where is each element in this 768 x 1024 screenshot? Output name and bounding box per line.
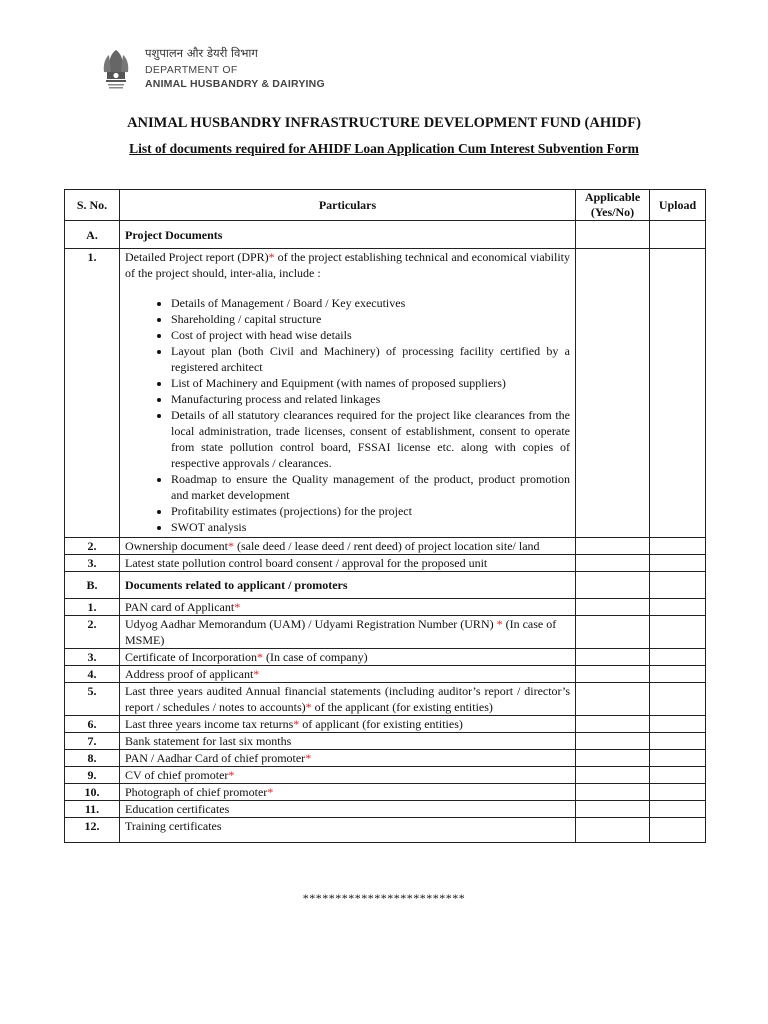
applicable-cell[interactable]	[576, 649, 650, 666]
mandatory-star: *	[305, 700, 312, 714]
particulars-text: Detailed Project report (DPR)	[125, 250, 269, 264]
column-header-sno: S. No.	[65, 190, 120, 221]
applicable-cell[interactable]	[576, 599, 650, 616]
list-item: • Details of Management / Board / Key executives	[171, 295, 570, 311]
applicable-cell[interactable]	[576, 555, 650, 572]
document-title: ANIMAL HUSBANDRY INFRASTRUCTURE DEVELOPMENT FUND (AHIDF)	[127, 115, 641, 131]
row-sno: 2.	[65, 538, 120, 555]
dpr-bullet-list	[125, 295, 570, 535]
applicable-cell[interactable]	[576, 801, 650, 818]
mandatory-star: *	[305, 751, 312, 765]
list-item: • Layout plan (both Civil and Machinery) of processing facility certified by a registered architect	[171, 343, 570, 375]
column-header-applicable	[576, 190, 650, 221]
row-sno: 1.	[65, 249, 120, 538]
row-particulars	[120, 767, 576, 784]
mandatory-star: *	[234, 600, 241, 614]
applicable-line1: Applicable	[584, 190, 641, 204]
table-row	[65, 818, 706, 843]
row-particulars: Education certificates	[120, 801, 576, 818]
row-sno: 4.	[65, 666, 120, 683]
list-item: • Cost of project with head wise details	[171, 327, 570, 343]
applicable-line2: (Yes/No)	[590, 205, 635, 219]
row-sno: A.	[65, 221, 120, 249]
table-row	[65, 784, 706, 801]
particulars-text: (sale deed / lease deed / rent deed) of project location site/ land	[233, 539, 540, 553]
row-sno: 12.	[65, 818, 120, 843]
row-particulars	[120, 666, 576, 683]
applicable-cell[interactable]	[576, 784, 650, 801]
particulars-text: (In case of MSME)	[125, 617, 557, 647]
mandatory-star: *	[253, 667, 260, 681]
row-sno: 1.	[65, 599, 120, 616]
particulars-text: Ownership document	[125, 539, 228, 553]
mandatory-star: *	[268, 250, 275, 264]
particulars-text: Last three years audited Annual financial statements (including auditor’s report / director’s report / schedules / notes to accounts)	[125, 684, 570, 714]
row-particulars	[120, 683, 576, 716]
applicable-cell[interactable]	[576, 616, 650, 649]
table-row	[65, 616, 706, 649]
upload-cell[interactable]	[650, 221, 706, 249]
row-particulars	[120, 649, 576, 666]
mandatory-star: *	[267, 785, 274, 799]
mandatory-star: *	[228, 768, 235, 782]
upload-cell[interactable]	[650, 649, 706, 666]
upload-cell[interactable]	[650, 784, 706, 801]
mandatory-star: *	[496, 617, 503, 631]
row-particulars: Bank statement for last six months	[120, 733, 576, 750]
list-item: • Manufacturing process and related linkages	[171, 391, 570, 407]
row-particulars	[120, 599, 576, 616]
applicable-cell[interactable]	[576, 750, 650, 767]
upload-cell[interactable]	[650, 599, 706, 616]
mandatory-star: *	[293, 717, 300, 731]
table-row	[65, 538, 706, 555]
upload-cell[interactable]	[650, 818, 706, 843]
particulars-text: PAN / Aadhar Card of chief promoter	[125, 751, 306, 765]
row-sno: 8.	[65, 750, 120, 767]
list-item: • Details of all statutory clearances required for the project like clearances from the local administration, trade licenses, consent of establishment, consent to operate from state pollution control board, FSSAI license etc. along with copies of respective approvals / clearances.	[171, 407, 570, 471]
row-sno: 11.	[65, 801, 120, 818]
particulars-text: of the project establishing technical and economical viability of the project should, inter-alia, include :	[125, 250, 570, 280]
mandatory-star: *	[256, 650, 263, 664]
particulars-text: CV of chief promoter	[125, 768, 229, 782]
mandatory-star: *	[227, 539, 234, 553]
table-row	[65, 767, 706, 784]
particulars-text: (In case of company)	[262, 650, 368, 664]
particulars-text: Certificate of Incorporation	[125, 650, 257, 664]
upload-cell[interactable]	[650, 801, 706, 818]
row-particulars	[120, 249, 576, 538]
upload-cell[interactable]	[650, 555, 706, 572]
applicable-cell[interactable]	[576, 572, 650, 599]
row-particulars	[120, 750, 576, 767]
department-header	[98, 44, 358, 94]
row-particulars	[120, 784, 576, 801]
table-row	[65, 733, 706, 750]
list-item: • Profitability estimates (projections) for the project	[171, 503, 570, 519]
department-name-hindi: पशुपालन और डेयरी विभाग	[145, 46, 258, 60]
list-item: • Roadmap to ensure the Quality management of the product, product promotion and market development	[171, 471, 570, 503]
table-row	[65, 750, 706, 767]
section-row	[65, 572, 706, 599]
table-row	[65, 249, 706, 538]
table-row	[65, 599, 706, 616]
department-name-line1: DEPARTMENT OF	[145, 64, 238, 76]
table-row	[65, 555, 706, 572]
row-particulars: Latest state pollution control board consent / approval for the proposed unit	[120, 555, 576, 572]
row-sno: 3.	[65, 649, 120, 666]
ashoka-emblem-icon	[98, 46, 134, 92]
row-sno: 9.	[65, 767, 120, 784]
row-particulars: Training certificates	[120, 818, 576, 843]
upload-cell[interactable]	[650, 572, 706, 599]
particulars-text: of applicant (for existing entities)	[299, 717, 463, 731]
upload-cell[interactable]	[650, 733, 706, 750]
documents-table	[64, 189, 706, 843]
section-title: Project Documents	[120, 221, 576, 249]
table-row	[65, 666, 706, 683]
applicable-cell[interactable]	[576, 818, 650, 843]
upload-cell[interactable]	[650, 683, 706, 716]
applicable-cell[interactable]	[576, 249, 650, 538]
table-row	[65, 683, 706, 716]
applicable-cell[interactable]	[576, 666, 650, 683]
applicable-cell[interactable]	[576, 733, 650, 750]
column-header-particulars: Particulars	[120, 190, 576, 221]
applicable-cell[interactable]	[576, 538, 650, 555]
row-sno: 5.	[65, 683, 120, 716]
particulars-text: of the applicant (for existing entities)	[311, 700, 493, 714]
particulars-text: Address proof of applicant	[125, 667, 254, 681]
applicable-cell[interactable]	[576, 767, 650, 784]
row-sno: B.	[65, 572, 120, 599]
row-sno: 10.	[65, 784, 120, 801]
department-name-line2: ANIMAL HUSBANDRY & DAIRYING	[145, 78, 325, 90]
applicable-cell[interactable]	[576, 683, 650, 716]
upload-cell[interactable]	[650, 616, 706, 649]
upload-cell[interactable]	[650, 750, 706, 767]
table-header-row	[65, 190, 706, 221]
particulars-text: Last three years income tax returns	[125, 717, 294, 731]
upload-cell[interactable]	[650, 666, 706, 683]
applicable-cell[interactable]	[576, 716, 650, 733]
section-row	[65, 221, 706, 249]
particulars-text: Photograph of chief promoter	[125, 785, 268, 799]
column-header-upload: Upload	[650, 190, 706, 221]
row-sno: 6.	[65, 716, 120, 733]
upload-cell[interactable]	[650, 767, 706, 784]
table-row	[65, 801, 706, 818]
table-row	[65, 716, 706, 733]
row-sno: 2.	[65, 616, 120, 649]
upload-cell[interactable]	[650, 538, 706, 555]
row-sno: 7.	[65, 733, 120, 750]
row-particulars	[120, 616, 576, 649]
particulars-text: PAN card of Applicant	[125, 600, 235, 614]
row-particulars	[120, 538, 576, 555]
list-item: • Shareholding / capital structure	[171, 311, 570, 327]
particulars-text: Udyog Aadhar Memorandum (UAM) / Udyami Registration Number (URN)	[125, 617, 497, 631]
upload-cell[interactable]	[650, 716, 706, 733]
row-particulars	[120, 716, 576, 733]
upload-cell[interactable]	[650, 249, 706, 538]
list-item: • List of Machinery and Equipment (with names of proposed suppliers)	[171, 375, 570, 391]
list-item: • SWOT analysis	[171, 519, 570, 535]
document-subtitle: List of documents required for AHIDF Loan Application Cum Interest Subvention Form	[129, 141, 639, 156]
row-sno: 3.	[65, 555, 120, 572]
table-row	[65, 649, 706, 666]
applicable-cell[interactable]	[576, 221, 650, 249]
section-title: Documents related to applicant / promoters	[120, 572, 576, 599]
end-marker: *************************	[302, 891, 466, 905]
